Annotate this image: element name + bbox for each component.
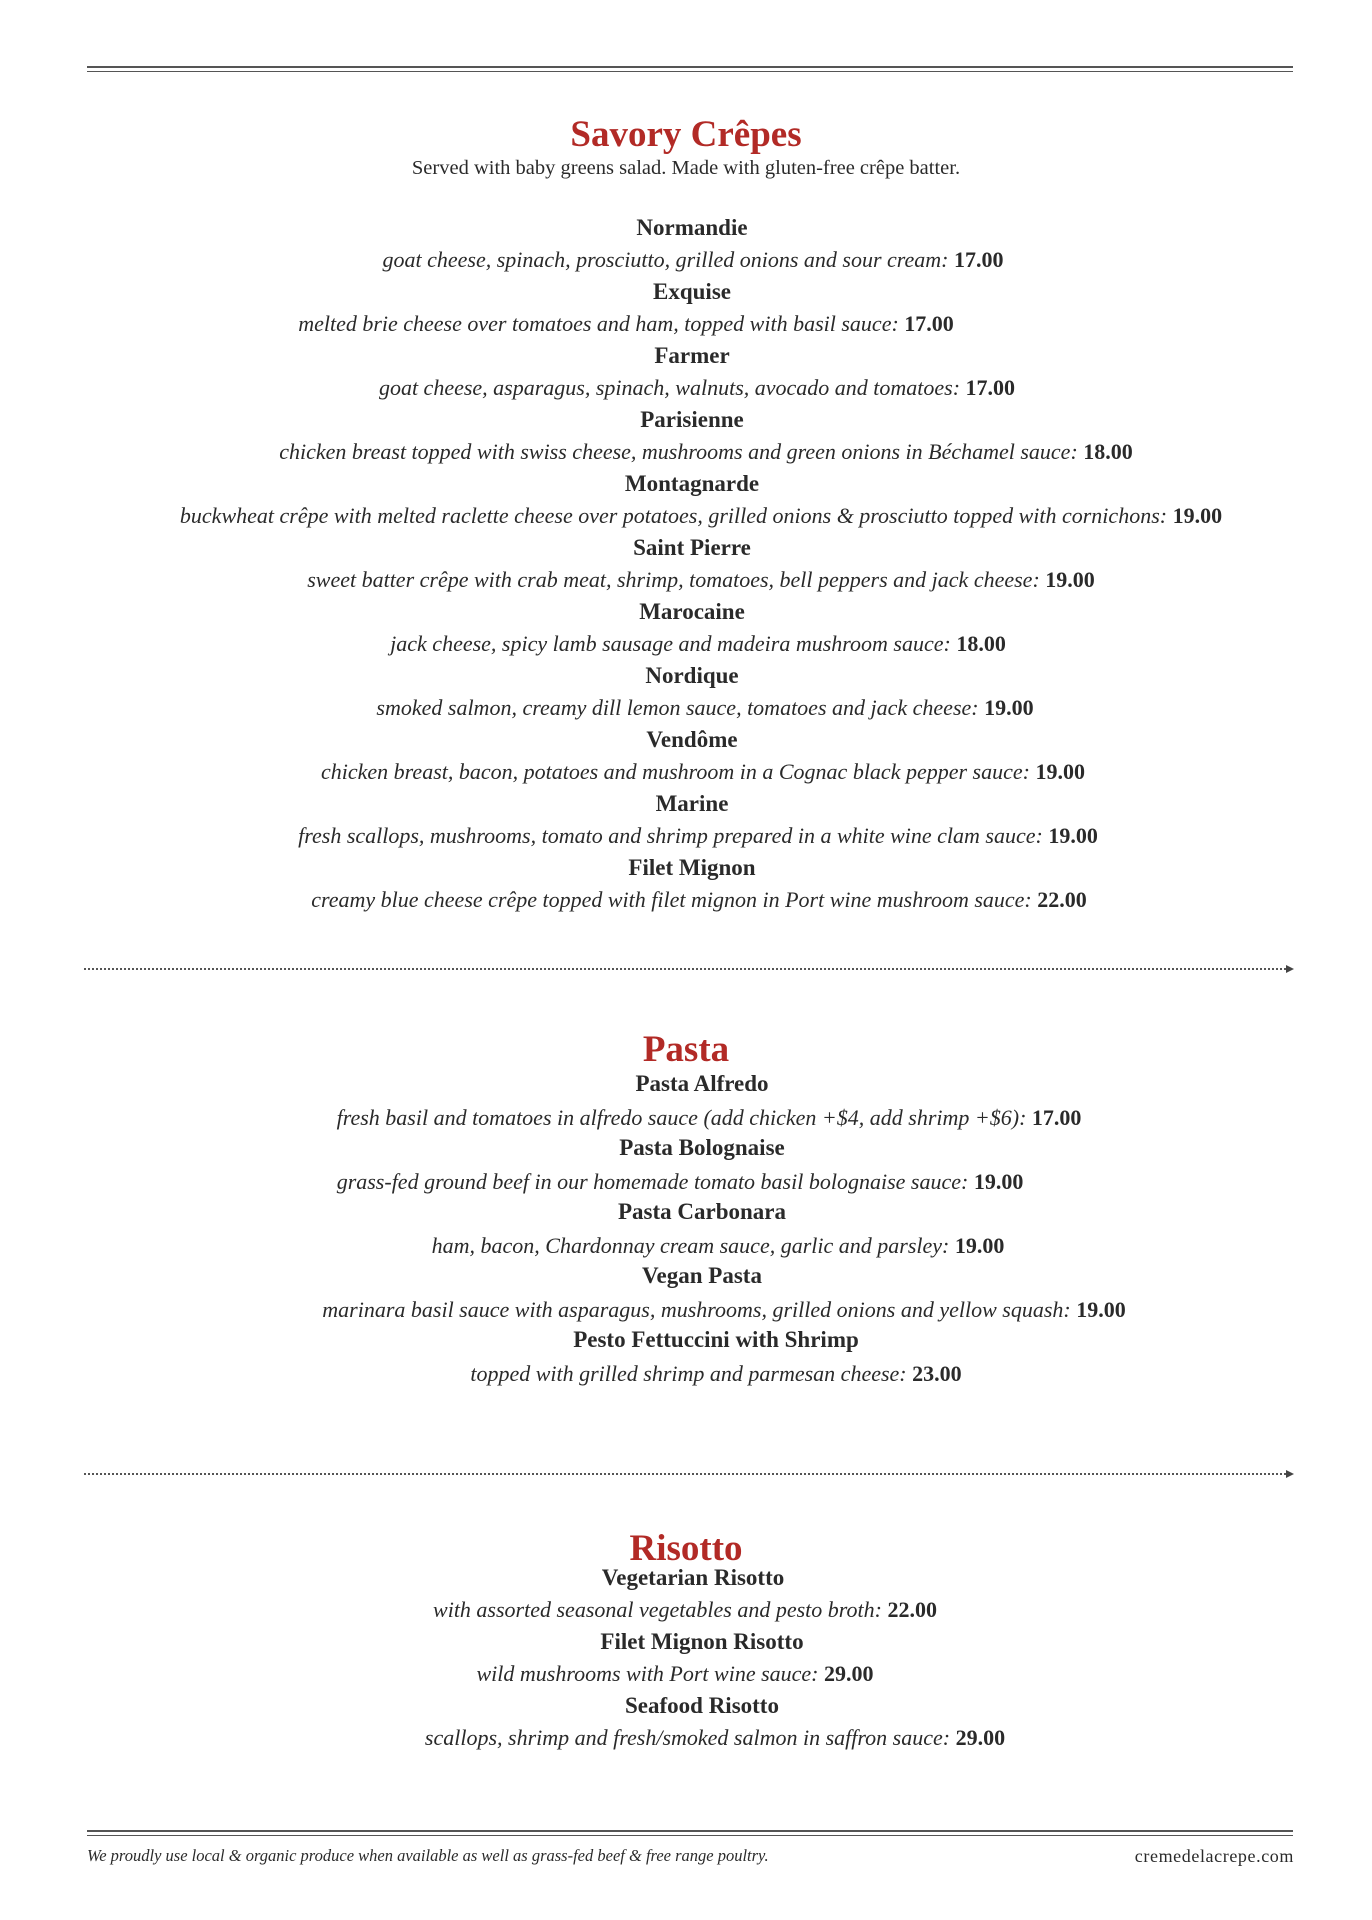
menu-item-name: Farmer <box>654 343 730 368</box>
menu-item-description-text: grass-fed ground beef in our homemade tomato basil bolognaise sauce: <box>336 1169 974 1194</box>
footer-sourcing-note: We proudly use local & organic produce when available as well as grass-fed beef & free range poultry. <box>87 1846 769 1865</box>
divider-dotted-1 <box>84 968 1286 970</box>
menu-item-price: 23.00 <box>912 1361 962 1386</box>
menu-item-description-text: marinara basil sauce with asparagus, mushrooms, grilled onions and yellow squash: <box>322 1297 1077 1322</box>
menu-item-description-text: topped with grilled shrimp and parmesan cheese: <box>470 1361 913 1386</box>
menu-item-price: 17.00 <box>1031 1105 1082 1130</box>
menu-item-name: Marocaine <box>639 599 745 624</box>
menu-item-name: Montagnarde <box>624 471 760 496</box>
menu-item-name: Pasta Alfredo <box>635 1071 769 1096</box>
menu-item-description <box>75 1724 1355 1752</box>
menu-item-description <box>66 438 1346 466</box>
menu-item-description-text: chicken breast topped with swiss cheese, mushrooms and green onions in Béchamel sauce: <box>279 439 1084 464</box>
menu-item-name: Pasta Bolognaise <box>619 1135 785 1160</box>
menu-item-description-text: fresh scallops, mushrooms, tomato and shrimp prepared in a white wine clam sauce: <box>298 823 1049 848</box>
menu-item-price: 19.00 <box>1045 567 1095 592</box>
menu-item-name: Exquise <box>653 279 731 304</box>
menu-item-name: Vegetarian Risotto <box>601 1565 785 1590</box>
section-title-savory-crepes: Savory Crêpes <box>570 114 802 155</box>
menu-item-price: 17.00 <box>954 247 1004 272</box>
menu-item-name: Parisienne <box>640 407 744 432</box>
menu-item-name: Seafood Risotto <box>625 1693 779 1718</box>
menu-item-price: 19.00 <box>954 1233 1005 1258</box>
menu-item-name: Filet Mignon <box>628 855 756 880</box>
menu-item-description-text: sweet batter crêpe with crab meat, shrimp, tomatoes, bell peppers and jack cheese: <box>307 567 1046 592</box>
menu-item-description-text: chicken breast, bacon, potatoes and mushroom in a Cognac black pepper sauce: <box>321 759 1036 784</box>
divider-dotted-2 <box>84 1473 1286 1475</box>
menu-item-description <box>35 1660 1315 1688</box>
menu-item-price: 19.00 <box>984 695 1034 720</box>
menu-item-description-text: smoked salmon, creamy dill lemon sauce, tomatoes and jack cheese: <box>376 695 985 720</box>
menu-item-description <box>63 758 1343 786</box>
section-subtitle-savory-crepes: Served with baby greens salad. Made with gluten-free crêpe batter. <box>411 157 961 179</box>
menu-item-price: 19.00 <box>1076 1297 1126 1322</box>
menu-item-description-text: wild mushrooms with Port wine sauce: <box>476 1661 825 1686</box>
menu-item-name: Filet Mignon Risotto <box>600 1629 804 1654</box>
section-title-risotto: Risotto <box>629 1528 743 1569</box>
menu-item-description <box>45 1596 1325 1624</box>
menu-item-name: Nordique <box>645 663 739 688</box>
menu-item-name: Saint Pierre <box>633 535 751 560</box>
menu-item-name: Vegan Pasta <box>642 1263 762 1288</box>
menu-item-price: 17.00 <box>965 375 1016 400</box>
footer-website[interactable]: cremedelacrepe.com <box>1134 1846 1294 1866</box>
menu-item-name: Vendôme <box>646 727 738 752</box>
menu-item-description <box>53 246 1333 274</box>
menu-item-description-text: with assorted seasonal vegetables and pesto broth: <box>433 1597 888 1622</box>
menu-item-description-text: ham, bacon, Chardonnay cream sauce, garlic and parsley: <box>431 1233 955 1258</box>
menu-item-description-text: jack cheese, spicy lamb sausage and madeira mushroom sauce: <box>390 631 957 656</box>
menu-item-description <box>78 1232 1358 1260</box>
menu-item-price: 29.00 <box>955 1725 1006 1750</box>
menu-item-name: Pesto Fettuccini with Shrimp <box>573 1327 859 1352</box>
menu-item-description <box>69 1104 1349 1132</box>
menu-item-price: 22.00 <box>1037 887 1087 912</box>
menu-item-price: 19.00 <box>1048 823 1098 848</box>
menu-item-price: 18.00 <box>956 631 1006 656</box>
menu-item-price: 19.00 <box>1172 503 1223 528</box>
menu-item-description <box>59 886 1339 914</box>
menu-item-description <box>57 374 1337 402</box>
menu-item-description-text: melted brie cheese over tomatoes and ham, topped with basil sauce: <box>298 311 905 336</box>
menu-item-name: Marine <box>655 791 729 816</box>
menu-item-description-text: goat cheese, spinach, prosciutto, grilled onions and sour cream: <box>382 247 955 272</box>
menu-item-description-text: creamy blue cheese crêpe topped with filet mignon in Port wine mushroom sauce: <box>311 887 1038 912</box>
menu-item-description-text: fresh basil and tomatoes in alfredo sauce (add chicken +$4, add shrimp +$6): <box>336 1105 1032 1130</box>
menu-item-name: Pasta Carbonara <box>617 1199 787 1224</box>
section-title-pasta: Pasta <box>642 1029 730 1070</box>
menu-item-description <box>76 1360 1356 1388</box>
menu-item-price: 19.00 <box>973 1169 1024 1194</box>
menu-item-name: Normandie <box>636 215 748 240</box>
menu-item-description <box>65 694 1345 722</box>
menu-item-price: 29.00 <box>824 1661 874 1686</box>
top-double-rule <box>87 66 1293 72</box>
menu-item-description <box>0 310 1266 338</box>
menu-item-description <box>61 502 1341 530</box>
menu-item-description <box>84 1296 1364 1324</box>
bottom-double-rule <box>87 1830 1293 1836</box>
menu-item-description <box>40 1168 1320 1196</box>
menu-item-price: 18.00 <box>1083 439 1133 464</box>
menu-item-price: 19.00 <box>1035 759 1085 784</box>
menu-item-price: 22.00 <box>887 1597 937 1622</box>
menu-item-description-text: scallops, shrimp and fresh/smoked salmon in saffron sauce: <box>424 1725 956 1750</box>
menu-item-description <box>58 630 1338 658</box>
menu-item-price: 17.00 <box>904 311 954 336</box>
menu-item-description <box>58 822 1338 850</box>
menu-item-description <box>61 566 1341 594</box>
menu-item-description-text: buckwheat crêpe with melted raclette cheese over potatoes, grilled onions & prosciutto topped with cornichons: <box>179 503 1173 528</box>
menu-item-description-text: goat cheese, asparagus, spinach, walnuts, avocado and tomatoes: <box>378 375 966 400</box>
